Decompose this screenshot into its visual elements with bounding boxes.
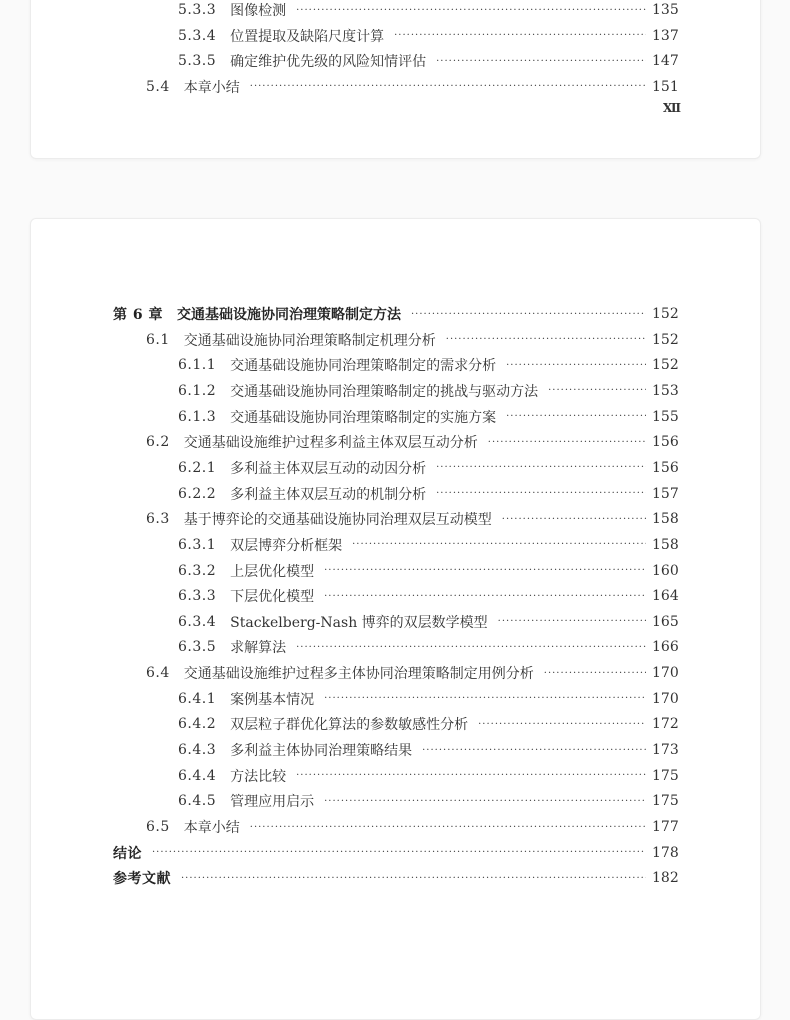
entry-number: 6.2 [146,434,170,451]
toc-entry[interactable] [178,561,679,581]
toc-entry[interactable] [146,817,679,837]
toc-entry[interactable] [146,77,679,97]
entry-number: 6.4.1 [178,690,217,707]
toc-entry[interactable] [178,766,679,786]
entry-title: 交通基础设施协同治理策略制定的需求分析 [230,358,497,375]
toc-entry[interactable] [178,740,679,760]
entry-title: 交通基础设施协同治理策略制定方法 [177,307,401,323]
leader-dots [436,56,646,67]
entry-title: 交通基础设施协同治理策略制定机理分析 [183,332,436,349]
entry-title: 本章小结 [183,79,240,96]
entry-title: 基于博弈论的交通基础设施协同治理双层互动模型 [183,512,492,529]
entry-page: 165 [652,613,679,630]
entry-title: 交通基础设施协同治理策略制定的挑战与驱动方法 [230,383,539,400]
entry-title: 下层优化模型 [230,589,315,606]
entry-title: 图像检测 [230,3,287,19]
leader-dots [352,539,646,550]
entry-title: 交通基础设施维护过程多主体协同治理策略制定用例分析 [183,666,534,683]
entry-number: 6.1.1 [178,357,217,374]
entry-page: 158 [652,536,679,553]
entry-page: 170 [652,665,679,682]
entry-page: 147 [652,53,679,70]
toc-entry[interactable] [178,51,679,71]
entry-title: 交通基础设施维护过程多利益主体双层互动分析 [183,435,478,452]
leader-dots [324,591,646,602]
entry-page: 135 [652,2,679,18]
entry-number: 5.4 [146,78,170,95]
toc-entry[interactable] [146,330,679,350]
entry-page: 156 [652,434,679,451]
leader-dots [436,488,646,499]
toc-entry[interactable] [178,458,679,478]
entry-page: 172 [652,716,679,733]
leader-dots [296,5,646,16]
entry-title: 案例基本情况 [230,691,315,708]
toc-entry[interactable] [178,586,679,606]
entry-number: 6.4.5 [178,793,217,810]
entry-title: 管理应用启示 [230,794,315,811]
entry-page: 158 [652,511,679,528]
entry-title: 位置提取及缺陷尺度计算 [230,28,385,45]
entry-number: 6.5 [146,819,170,835]
entry-title: 双层粒子群优化算法的参数敏感性分析 [230,717,469,734]
leader-dots [446,334,646,345]
entry-title: 求解算法 [230,640,287,657]
entry-number: 6.4 [146,665,170,682]
toc-entry[interactable] [178,355,679,375]
toc-entry[interactable] [178,612,679,632]
entry-number: 6.3 [146,511,170,528]
leader-dots [548,385,646,396]
toc-entry[interactable] [113,843,679,863]
leader-dots [181,873,646,884]
entry-number: 6.4.4 [178,767,217,784]
entry-number: 6.3.5 [178,639,217,656]
entry-number: 6.4.3 [178,742,217,759]
entry-title: 多利益主体协同治理策略结果 [230,743,413,760]
leader-dots [250,822,646,833]
toc-entry[interactable] [146,509,679,529]
toc-page-13 [30,218,761,1020]
entry-page: 156 [652,459,679,476]
leader-dots [296,770,646,781]
entry-title: 多利益主体双层互动的动因分析 [230,460,427,477]
entry-page: 160 [652,562,679,579]
entry-number: 6.3.2 [178,562,217,579]
entry-page: 166 [652,639,679,656]
leader-dots [544,668,646,679]
entry-title: 本章小结 [183,820,240,836]
entry-title: Stackelberg-Nash 博弈的双层数学模型 [230,614,488,631]
leader-dots [488,437,646,448]
entry-number: 5.3.4 [178,27,217,44]
entry-page: 175 [652,793,679,810]
leader-dots [436,462,646,473]
entry-page: 177 [652,819,679,835]
entry-number: 5.3.3 [178,2,217,18]
entry-title: 方法比较 [230,768,287,785]
toc-entry[interactable] [178,791,679,811]
toc-entry[interactable] [113,304,679,324]
page-number: Ⅻ [663,101,682,115]
toc-entry[interactable] [178,714,679,734]
toc-entry[interactable] [178,484,679,504]
toc-entry[interactable] [178,407,679,427]
leader-dots [506,360,646,371]
entry-page: 152 [652,331,679,348]
leader-dots [296,642,646,653]
leader-dots [498,616,646,627]
entry-page: 151 [652,78,679,95]
entry-number: 5.3.5 [178,53,217,70]
entry-page: 178 [652,844,679,861]
entry-number: 结论 [113,845,142,862]
toc-entry[interactable] [178,535,679,555]
toc-entry[interactable] [178,689,679,709]
leader-dots [506,411,646,422]
leader-dots [250,81,646,92]
entry-page: 152 [652,357,679,374]
toc-entry[interactable] [178,637,679,657]
entry-number: 6.2.1 [178,459,217,476]
entry-page: 153 [652,382,679,399]
entry-page: 152 [652,306,679,322]
leader-dots [324,796,646,807]
entry-number: 6.3.1 [178,536,217,553]
entry-number: 6.4.2 [178,716,217,733]
entry-title: 交通基础设施协同治理策略制定的实施方案 [230,409,497,426]
entry-number: 参考文献 [113,871,171,888]
toc-page-12 [30,0,761,159]
entry-page: 170 [652,690,679,707]
leader-dots [324,693,646,704]
entry-page: 164 [652,588,679,605]
leader-dots [394,30,646,41]
entry-number: 6.1 [146,331,170,348]
entry-number: 6.2.2 [178,485,217,502]
leader-dots [422,745,646,756]
leader-dots [411,309,646,320]
entry-number: 6.1.3 [178,408,217,425]
entry-title: 双层博弈分析框架 [230,537,343,554]
entry-page: 155 [652,408,679,425]
leader-dots [324,565,646,576]
toc-entry[interactable] [178,0,679,20]
entry-title: 多利益主体双层互动的机制分析 [230,486,427,503]
entry-number: 第 6 章 [113,307,163,323]
toc-entry[interactable] [146,663,679,683]
entry-number: 6.3.4 [178,613,217,630]
entry-title: 确定维护优先级的风险知情评估 [230,54,427,71]
entry-page: 157 [652,485,679,502]
toc-entry[interactable] [178,26,679,46]
entry-page: 173 [652,742,679,759]
leader-dots [152,847,646,858]
toc-entry[interactable] [146,432,679,452]
entry-page: 137 [652,27,679,44]
entry-page: 175 [652,767,679,784]
entry-number: 6.3.3 [178,588,217,605]
entry-title: 上层优化模型 [230,563,315,580]
leader-dots [478,719,646,730]
leader-dots [502,514,646,525]
toc-entry[interactable] [113,868,679,888]
entry-number: 6.1.2 [178,382,217,399]
toc-entry[interactable] [178,381,679,401]
entry-page: 182 [652,870,679,887]
